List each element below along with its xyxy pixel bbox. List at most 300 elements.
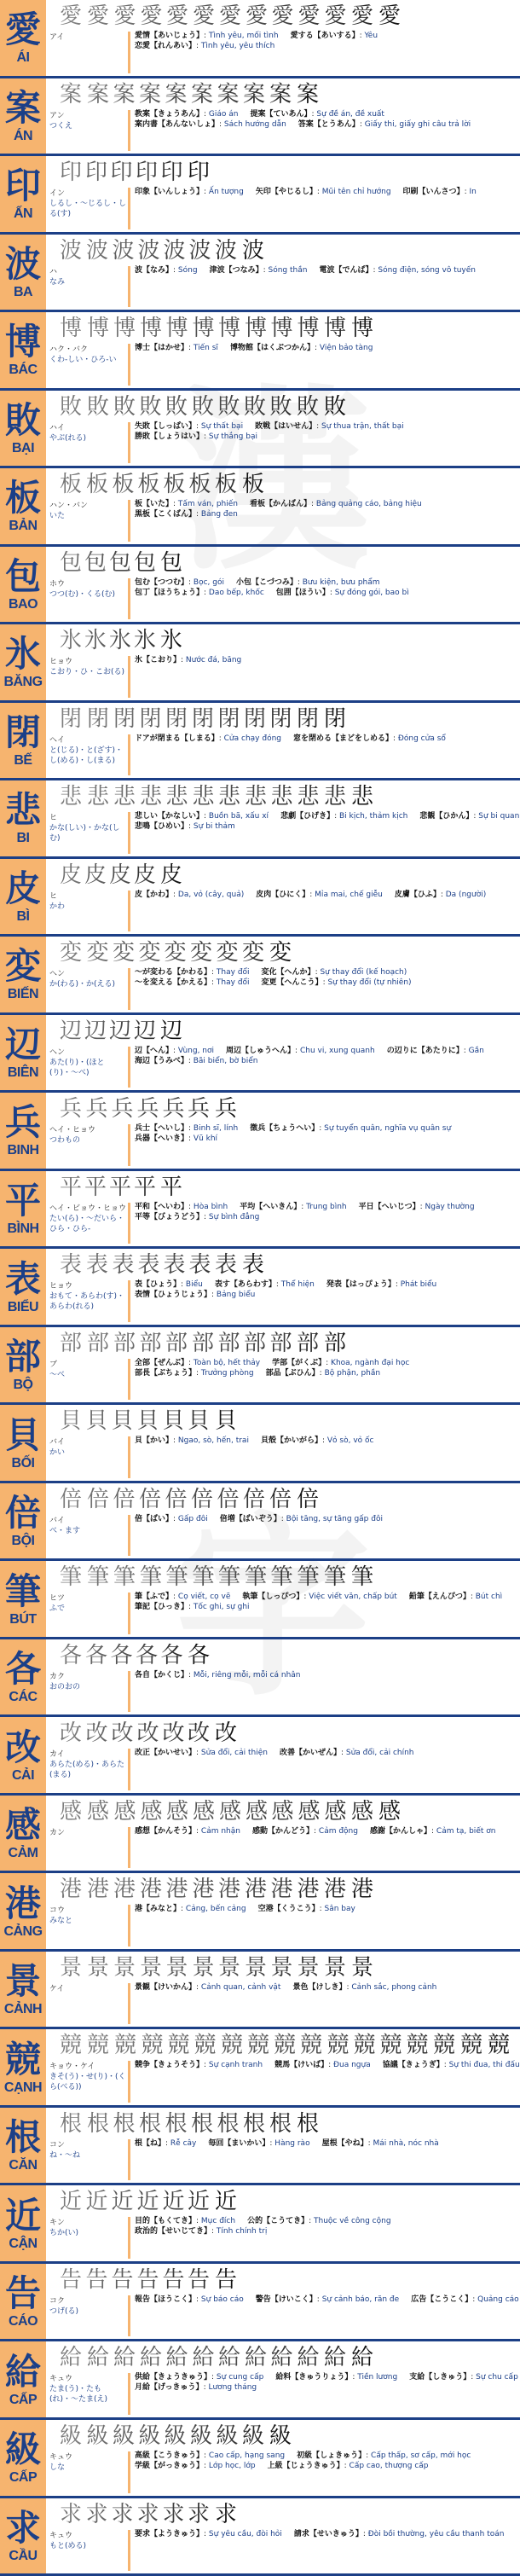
stroke-glyph: 感 bbox=[193, 1798, 216, 1825]
kanji-details bbox=[46, 2341, 520, 2417]
vocab-meaning: Sự cung cấp bbox=[216, 2373, 264, 2382]
stroke-step bbox=[49, 160, 83, 186]
stroke-glyph: 印 bbox=[60, 160, 83, 186]
kanji-details bbox=[46, 2264, 520, 2340]
stroke-glyph: 告 bbox=[60, 2266, 83, 2293]
kanji-info bbox=[49, 1825, 520, 1871]
stroke-step bbox=[295, 2345, 321, 2370]
vocab-item bbox=[135, 1514, 208, 1524]
vocab-item bbox=[135, 509, 238, 519]
vocab-item bbox=[220, 1514, 383, 1524]
vocab-word: 表す【あらわす】 bbox=[214, 1280, 276, 1290]
vocab-separator: : bbox=[203, 2383, 209, 2393]
vocab-separator: : bbox=[204, 812, 209, 821]
stroke-step bbox=[431, 2033, 457, 2058]
vocab-meaning: Thay đổi bbox=[216, 968, 250, 978]
stroke-glyph: 給 bbox=[270, 2345, 293, 2371]
kun-reading: ちか(い) bbox=[49, 2229, 79, 2238]
kanji-row bbox=[0, 624, 520, 703]
stroke-order bbox=[49, 547, 520, 576]
vocabulary-list bbox=[135, 2451, 520, 2496]
stroke-order bbox=[49, 1015, 520, 1044]
stroke-step bbox=[186, 1486, 214, 1512]
vocab-item bbox=[135, 1748, 268, 1758]
vocab-word: 感想【かんそう】 bbox=[135, 1826, 197, 1836]
kun-reading: おのおの bbox=[49, 1682, 81, 1691]
kanji-header bbox=[0, 703, 46, 779]
kanji-info bbox=[49, 1434, 520, 1481]
on-reading: カン bbox=[49, 1828, 66, 1837]
stroke-order bbox=[49, 780, 520, 809]
sino-vietnamese-reading: CẢNG bbox=[3, 1923, 43, 1939]
stroke-glyph: 部 bbox=[165, 1330, 188, 1356]
vocab-word: 倍【ばい】 bbox=[135, 1514, 174, 1523]
sino-vietnamese-reading: BẾ bbox=[14, 752, 32, 768]
stroke-step bbox=[186, 160, 211, 185]
stroke-order bbox=[49, 1796, 520, 1825]
vocab-meaning: Sách hướng dẫn bbox=[223, 119, 286, 129]
stroke-step bbox=[213, 2502, 239, 2527]
stroke-glyph: 平 bbox=[109, 1174, 132, 1200]
vocab-item bbox=[383, 2060, 520, 2070]
kun-reading: くわ-しい・ひろ-い bbox=[49, 356, 117, 365]
stroke-glyph: 各 bbox=[136, 1642, 159, 1668]
stroke-glyph: 波 bbox=[188, 237, 211, 264]
stroke-glyph: 波 bbox=[137, 237, 160, 264]
kanji-row bbox=[0, 2420, 520, 2498]
stroke-step bbox=[350, 2345, 375, 2370]
kanji-row bbox=[0, 1561, 520, 1639]
stroke-step bbox=[186, 2345, 215, 2371]
stroke-order bbox=[49, 1483, 520, 1512]
vocab-item bbox=[261, 1436, 374, 1446]
vocab-item bbox=[135, 2529, 282, 2539]
vocab-separator: : bbox=[188, 822, 194, 832]
kanji-info bbox=[49, 2293, 520, 2340]
stroke-glyph: 愛 bbox=[140, 3, 163, 29]
kun-reading: こおり・ひ・こお(る) bbox=[49, 668, 125, 677]
kanji-info bbox=[49, 1981, 520, 2028]
stroke-glyph: 部 bbox=[244, 1330, 267, 1356]
vocab-meaning: Sân bay bbox=[324, 1905, 355, 1914]
divider bbox=[128, 344, 130, 386]
stroke-step bbox=[322, 1331, 348, 1356]
stroke-step bbox=[240, 1955, 266, 1981]
stroke-step bbox=[159, 1643, 184, 1668]
vocab-separator: : bbox=[359, 32, 365, 40]
divider bbox=[128, 422, 130, 464]
vocab-word: 悲しい【かなしい】 bbox=[135, 812, 205, 821]
vocab-word: 要求【ようきゅう】 bbox=[135, 2529, 205, 2538]
stroke-step bbox=[186, 2267, 211, 2293]
stroke-step bbox=[159, 784, 188, 810]
vocab-word: 学級【がっきゅう】 bbox=[135, 2461, 205, 2470]
vocab-item bbox=[135, 2138, 196, 2149]
stroke-order bbox=[49, 2498, 520, 2527]
vocab-separator: : bbox=[211, 1291, 217, 1300]
vocab-separator: : bbox=[173, 1046, 178, 1055]
stroke-glyph: 変 bbox=[269, 940, 292, 966]
vocab-word: 給料【きゅうりょう】 bbox=[275, 2373, 353, 2382]
kanji-row bbox=[0, 235, 520, 313]
stroke-glyph: 倍 bbox=[296, 1486, 319, 1512]
stroke-step bbox=[49, 705, 83, 732]
vocab-meaning: Cửa chạy đóng bbox=[223, 734, 281, 743]
stroke-glyph: 級 bbox=[216, 2422, 239, 2449]
vocab-meaning: Sự chu cấp bbox=[476, 2373, 518, 2382]
stroke-glyph: 兵 bbox=[162, 1096, 185, 1123]
vocab-item bbox=[411, 2295, 518, 2305]
readings bbox=[49, 1748, 128, 1793]
vocab-meaning: Yêu bbox=[364, 32, 378, 40]
vocab-separator: : bbox=[204, 188, 209, 197]
stroke-order bbox=[49, 1249, 520, 1278]
kanji-character: 愛 bbox=[4, 9, 41, 51]
vocab-separator: : bbox=[395, 1280, 401, 1290]
vocab-separator: : bbox=[188, 1124, 194, 1134]
kanji-details bbox=[46, 780, 520, 856]
kanji-header bbox=[0, 2108, 46, 2184]
stroke-glyph: 級 bbox=[269, 2422, 292, 2449]
readings bbox=[49, 890, 128, 935]
vocab-word: 感動【かんどう】 bbox=[251, 1826, 314, 1836]
stroke-step bbox=[295, 784, 321, 809]
on-reading: ヒツ bbox=[49, 1594, 66, 1604]
stroke-step bbox=[186, 1720, 211, 1746]
vocab-item bbox=[387, 1046, 484, 1056]
stroke-order bbox=[49, 1717, 520, 1746]
stroke-glyph: 景 bbox=[270, 1954, 293, 1981]
kanji-row bbox=[0, 703, 520, 781]
vocab-item bbox=[275, 2372, 397, 2382]
vocab-word: 筆記【ひっき】 bbox=[135, 1603, 189, 1612]
stroke-step bbox=[159, 862, 184, 888]
stroke-glyph: 愛 bbox=[378, 3, 401, 29]
stroke-glyph: 愛 bbox=[87, 3, 110, 29]
vocab-separator: : bbox=[196, 510, 201, 519]
vocab-word: 愛する【あいする】 bbox=[290, 32, 360, 40]
vocab-separator: : bbox=[431, 1826, 436, 1836]
vocab-word: 博物館【はくぶつかん】 bbox=[229, 344, 315, 353]
kanji-header bbox=[0, 2264, 46, 2340]
stroke-glyph: 板 bbox=[137, 472, 160, 498]
vocab-item bbox=[247, 2216, 390, 2226]
stroke-step bbox=[240, 2111, 266, 2137]
stroke-step bbox=[49, 393, 83, 420]
stroke-order bbox=[49, 2341, 520, 2370]
stroke-step bbox=[159, 472, 184, 497]
vocab-meaning: Sự cảnh báo, răn đe bbox=[321, 2295, 400, 2304]
kanji-header bbox=[0, 1171, 46, 1247]
stroke-step bbox=[350, 1564, 375, 1590]
stroke-order bbox=[49, 937, 520, 966]
vocab-word: 小包【こづつみ】 bbox=[236, 577, 298, 587]
stroke-step bbox=[131, 1096, 157, 1122]
stroke-glyph: 波 bbox=[215, 237, 238, 264]
stroke-step bbox=[49, 2189, 83, 2215]
vocab-separator: : bbox=[352, 2373, 358, 2382]
stroke-glyph: 筆 bbox=[245, 1564, 268, 1591]
stroke-step bbox=[186, 393, 215, 420]
vocab-word: 学部【がくぶ】 bbox=[272, 1358, 326, 1367]
stroke-glyph: 板 bbox=[86, 472, 109, 498]
readings bbox=[49, 734, 128, 779]
stroke-step bbox=[240, 1877, 266, 1902]
kanji-info bbox=[49, 2214, 520, 2261]
vocab-meaning: Bọc, gói bbox=[193, 577, 224, 587]
stroke-step bbox=[240, 1252, 266, 1278]
sino-vietnamese-reading: CẬN bbox=[9, 2236, 38, 2251]
vocab-meaning: Biểu bbox=[185, 1280, 203, 1290]
stroke-glyph: 港 bbox=[350, 1877, 373, 1903]
stroke-glyph: 改 bbox=[162, 1720, 185, 1747]
vocab-separator: : bbox=[211, 978, 217, 988]
stroke-step bbox=[213, 238, 239, 264]
divider bbox=[128, 2295, 130, 2337]
kun-reading: ふで bbox=[49, 1604, 66, 1614]
stroke-glyph: 感 bbox=[219, 1798, 242, 1825]
stroke-step bbox=[459, 2033, 484, 2058]
vocab-meaning: Vùng, nơi bbox=[177, 1046, 215, 1055]
stroke-glyph: 皮 bbox=[60, 862, 83, 888]
kanji-header bbox=[0, 2185, 46, 2261]
stroke-step bbox=[295, 2111, 321, 2137]
sino-vietnamese-reading: CẢNH bbox=[3, 2002, 43, 2017]
vocab-word: 全部【ぜんぶ】 bbox=[135, 1358, 189, 1367]
vocab-word: の辺りに【あたりに】 bbox=[386, 1046, 464, 1055]
kanji-character: 近 bbox=[4, 2194, 41, 2237]
divider bbox=[128, 2061, 130, 2103]
stroke-glyph: 景 bbox=[218, 1954, 241, 1981]
on-reading: ヒ bbox=[49, 891, 58, 901]
vocab-word: 印象【いんしょう】 bbox=[135, 188, 205, 197]
vocab-meaning: Nước đá, băng bbox=[185, 656, 242, 665]
stroke-step bbox=[268, 82, 293, 107]
stroke-step bbox=[159, 1096, 184, 1122]
stroke-glyph: 兵 bbox=[85, 1096, 108, 1123]
vocab-meaning: Sự báo cáo bbox=[200, 2295, 244, 2304]
stroke-glyph: 悲 bbox=[165, 784, 188, 810]
stroke-glyph: 博 bbox=[192, 316, 215, 342]
stroke-step bbox=[49, 1877, 83, 1903]
vocab-separator: : bbox=[204, 2061, 209, 2070]
stroke-glyph: 案 bbox=[87, 81, 110, 107]
stroke-glyph: 氷 bbox=[159, 628, 182, 654]
stroke-step bbox=[49, 1954, 83, 1981]
stroke-order bbox=[49, 2420, 520, 2449]
kanji-row bbox=[0, 780, 520, 859]
stroke-glyph: 博 bbox=[218, 316, 241, 342]
stroke-glyph: 級 bbox=[113, 2422, 136, 2449]
stroke-order bbox=[49, 0, 520, 29]
vocab-meaning: Hàng rào bbox=[274, 2138, 310, 2148]
readings bbox=[49, 1436, 128, 1481]
kun-reading: つつ(む)・くる(む) bbox=[49, 589, 116, 599]
vocab-item bbox=[135, 734, 281, 744]
stroke-glyph: 板 bbox=[188, 472, 211, 498]
stroke-step bbox=[240, 1331, 266, 1356]
vocab-separator: : bbox=[303, 1593, 309, 1602]
stroke-step bbox=[49, 2422, 83, 2449]
divider bbox=[128, 2451, 130, 2493]
vocab-meaning: Sóng bbox=[177, 265, 198, 275]
readings bbox=[49, 265, 128, 310]
stroke-step bbox=[159, 705, 188, 732]
vocab-word: 周辺【しゅうへん】 bbox=[226, 1046, 296, 1055]
vocab-meaning: Mỗi, riêng mỗi, mỗi cá nhân bbox=[193, 1670, 301, 1680]
stroke-glyph: 景 bbox=[140, 1954, 163, 1981]
kun-reading: ね・〜ね bbox=[49, 2150, 81, 2160]
kanji-details bbox=[46, 78, 520, 154]
stroke-step bbox=[49, 1486, 83, 1512]
vocab-meaning: Cảnh sắc, phong cảnh bbox=[351, 1982, 437, 1992]
vocab-meaning: Phát biểu bbox=[400, 1280, 437, 1290]
vocab-word: 貝【かい】 bbox=[135, 1436, 174, 1446]
vocab-meaning: Gần bbox=[468, 1046, 484, 1055]
stroke-glyph: 級 bbox=[86, 2422, 109, 2449]
vocab-separator: : bbox=[316, 2295, 322, 2304]
kanji-info bbox=[49, 2527, 520, 2574]
stroke-step bbox=[49, 2266, 83, 2293]
stroke-step bbox=[213, 82, 239, 107]
stroke-glyph: 根 bbox=[60, 2110, 83, 2137]
stroke-step bbox=[268, 3, 293, 29]
stroke-glyph: 敗 bbox=[217, 393, 240, 420]
vocab-meaning: Tốc ghi, sự ghi bbox=[193, 1603, 250, 1612]
vocab-meaning: Bưu kiện, bưu phẩm bbox=[302, 577, 380, 587]
stroke-glyph: 辺 bbox=[159, 1018, 182, 1044]
vocab-meaning: Cao cấp, hạng sang bbox=[208, 2451, 286, 2460]
vocab-separator: : bbox=[218, 734, 224, 743]
stroke-step bbox=[131, 1720, 157, 1746]
stroke-step bbox=[186, 1330, 215, 1356]
vocab-separator: : bbox=[204, 2461, 209, 2470]
stroke-step bbox=[186, 1643, 211, 1668]
stroke-step bbox=[131, 1175, 157, 1200]
stroke-glyph: 求 bbox=[188, 2501, 211, 2527]
stroke-step bbox=[104, 550, 130, 576]
vocab-meaning: Bãi biển, bờ biển bbox=[193, 1056, 258, 1065]
stroke-glyph: 博 bbox=[87, 316, 110, 342]
stroke-step bbox=[159, 2110, 188, 2137]
vocab-word: 広告【こうこく】 bbox=[411, 2295, 473, 2304]
vocab-item bbox=[256, 187, 391, 197]
stroke-step bbox=[131, 628, 157, 653]
vocabulary-list bbox=[135, 1436, 520, 1481]
sino-vietnamese-reading: BĂNG bbox=[3, 675, 43, 690]
divider bbox=[128, 1280, 130, 1322]
stroke-step bbox=[159, 1408, 184, 1434]
sino-vietnamese-reading: BÌ bbox=[16, 908, 30, 924]
vocab-meaning: Sửa đổi, cải thiện bbox=[200, 1749, 268, 1758]
sino-vietnamese-reading: BỘ bbox=[13, 1378, 33, 1393]
vocab-separator: : bbox=[311, 109, 317, 119]
kanji-details bbox=[46, 1796, 520, 1871]
vocab-item bbox=[135, 1358, 260, 1368]
vocab-item bbox=[135, 265, 198, 276]
vocab-word: 答案【とうあん】 bbox=[298, 119, 360, 129]
vocab-meaning: Cấp thấp, sơ cấp, mới học bbox=[371, 2451, 471, 2460]
stroke-glyph: 悲 bbox=[87, 784, 110, 810]
stroke-glyph: 倍 bbox=[191, 1486, 214, 1512]
stroke-step bbox=[104, 1018, 130, 1044]
stroke-step bbox=[104, 862, 130, 888]
readings bbox=[49, 421, 128, 467]
vocab-meaning: Sự bi quan bbox=[478, 812, 520, 821]
vocab-item bbox=[419, 811, 519, 821]
stroke-glyph: 感 bbox=[87, 1798, 110, 1825]
kanji-header bbox=[0, 2420, 46, 2496]
stroke-glyph: 閉 bbox=[192, 705, 215, 732]
stroke-glyph: 案 bbox=[113, 81, 136, 107]
stroke-glyph: 波 bbox=[241, 237, 264, 264]
kanji-details bbox=[46, 2108, 520, 2184]
stroke-glyph: 辺 bbox=[109, 1018, 132, 1044]
vocab-item bbox=[135, 432, 257, 442]
stroke-glyph: 板 bbox=[215, 472, 238, 498]
vocab-item bbox=[298, 119, 471, 130]
stroke-step bbox=[49, 2345, 83, 2371]
stroke-glyph: 変 bbox=[164, 940, 187, 966]
kanji-details bbox=[46, 1873, 520, 1949]
kanji-character: 景 bbox=[4, 1960, 41, 2003]
kun-reading: もと(める) bbox=[49, 2541, 87, 2550]
stroke-glyph: 景 bbox=[113, 1954, 136, 1981]
vocab-separator: : bbox=[362, 2529, 368, 2538]
stroke-step bbox=[49, 1564, 83, 1591]
on-reading: ヘイ bbox=[49, 735, 66, 745]
on-reading: キュウ bbox=[49, 2452, 73, 2462]
vocab-item bbox=[242, 1592, 396, 1602]
kanji-header bbox=[0, 235, 46, 310]
vocab-word: 徴兵【ちょうへい】 bbox=[250, 1124, 320, 1134]
kun-reading: みなと bbox=[49, 1917, 73, 1926]
vocab-separator: : bbox=[346, 1982, 352, 1992]
on-reading: ヘン bbox=[49, 1047, 66, 1057]
kanji-character: 筆 bbox=[4, 1569, 41, 1612]
vocab-item bbox=[256, 2295, 399, 2305]
kanji-details bbox=[46, 703, 520, 779]
stroke-glyph: 平 bbox=[60, 1174, 83, 1200]
vocab-separator: : bbox=[471, 2373, 477, 2382]
stroke-step bbox=[104, 160, 133, 186]
stroke-order bbox=[49, 1561, 520, 1590]
stroke-glyph: 板 bbox=[241, 472, 264, 498]
divider bbox=[128, 188, 130, 229]
vocab-item bbox=[292, 1982, 436, 1993]
kanji-details bbox=[46, 156, 520, 232]
stroke-order bbox=[49, 1639, 520, 1668]
stroke-glyph: 悲 bbox=[323, 784, 346, 810]
readings bbox=[49, 2372, 128, 2417]
stroke-glyph: 港 bbox=[113, 1877, 136, 1903]
stroke-step bbox=[240, 2423, 266, 2449]
vocab-word: ドアが閉まる【しまる】 bbox=[135, 734, 219, 743]
kanji-details bbox=[46, 468, 520, 544]
kanji-info bbox=[49, 1356, 520, 1403]
stroke-glyph: 部 bbox=[139, 1330, 162, 1356]
vocab-separator: : bbox=[204, 588, 209, 597]
stroke-glyph: 博 bbox=[350, 316, 373, 342]
vocabulary-list bbox=[135, 265, 520, 310]
sino-vietnamese-reading: BÁC bbox=[9, 363, 38, 378]
vocab-item bbox=[135, 1982, 280, 1993]
stroke-glyph: 改 bbox=[85, 1720, 108, 1747]
stroke-step bbox=[159, 1720, 184, 1746]
sino-vietnamese-reading: BÌNH bbox=[7, 1221, 39, 1236]
stroke-step bbox=[131, 1643, 157, 1668]
stroke-glyph: 悲 bbox=[218, 784, 241, 810]
